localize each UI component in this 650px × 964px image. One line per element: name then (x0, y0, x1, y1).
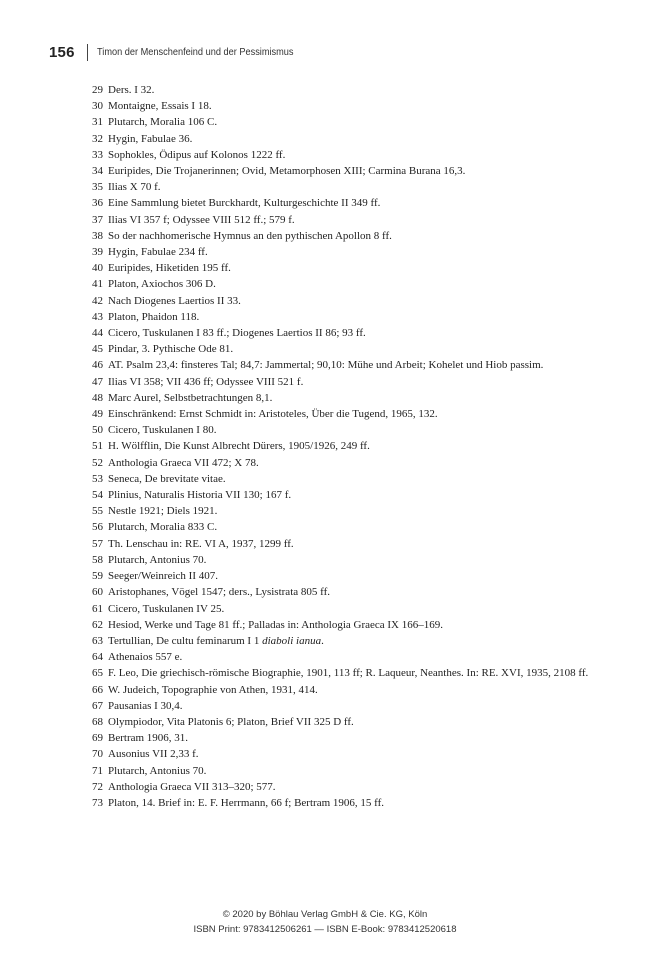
endnote-text-main: Olympiodor, Vita Platonis 6; Platon, Brief VII 325 D ff. (108, 715, 354, 728)
endnote-number: 44 (92, 327, 103, 340)
endnote-number: 37 (92, 213, 103, 226)
endnote-number: 55 (92, 505, 103, 518)
endnote-item (92, 228, 592, 244)
endnote-text-main: W. Judeich, Topographie von Athen, 1931, 414. (108, 683, 318, 696)
endnote-text-main: Hygin, Fabulae 36. (108, 132, 193, 145)
endnote-text (108, 390, 592, 406)
endnote-item (92, 536, 592, 552)
running-header (49, 42, 310, 62)
endnote-text-main: Platon, Axiochos 306 D. (108, 278, 216, 291)
endnote-text-main: Pausanias I 30,4. (108, 699, 183, 712)
endnote-text-main: Aristophanes, Vögel 1547; ders., Lysistrata 805 ff. (108, 586, 331, 599)
endnote-text (108, 179, 592, 195)
endnote-item (92, 730, 592, 746)
endnote-text-main: Ilias VI 358; VII 436 ff; Odyssee VIII 521 f. (108, 375, 304, 388)
endnote-number: 60 (92, 586, 103, 599)
endnote-number: 30 (92, 100, 103, 113)
endnote-item (92, 633, 592, 649)
endnote-text-main: Ausonius VII 2,33 f. (108, 748, 199, 761)
endnote-number: 41 (92, 278, 103, 291)
endnote-text-main: AT. Psalm 23,4: finsteres Tal; 84,7: Jammertal; 90,10: Mühe und Arbeit; Kohelet und Hiob passim. (108, 359, 544, 372)
endnote-text (108, 406, 592, 422)
isbn-line: ISBN Print: 9783412506261 — ISBN E-Book: 9783412520618 (193, 924, 457, 935)
endnote-text-main: Hygin, Fabulae 234 ff. (108, 246, 208, 259)
endnote-item (92, 471, 592, 487)
endnote-number: 73 (92, 796, 103, 809)
endnote-text-main: Euripides, Hiketiden 195 ff. (108, 262, 231, 275)
endnote-number: 67 (92, 699, 103, 712)
endnote-number: 33 (92, 148, 103, 161)
endnote-item (92, 584, 592, 600)
endnote-text (108, 244, 592, 260)
endnote-number: 49 (92, 408, 103, 421)
endnote-text-main: Tertullian, De cultu feminarum I 1 (108, 634, 263, 647)
running-title: Timon der Menschenfeind und der Pessimismus (96, 46, 294, 58)
endnote-item (92, 763, 592, 779)
endnote-number: 32 (92, 132, 103, 145)
endnote-number: 34 (92, 165, 103, 178)
endnote-text (108, 763, 592, 779)
endnote-item (92, 665, 592, 681)
endnote-text-main: Athenaios 557 e. (108, 651, 183, 664)
endnote-number: 52 (92, 456, 103, 469)
endnote-item (92, 503, 592, 519)
endnote-item (92, 114, 592, 130)
endnote-number: 58 (92, 553, 103, 566)
footer (0, 907, 650, 937)
endnote-number: 51 (92, 440, 103, 453)
endnote-item (92, 195, 592, 211)
endnote-text-main: Plutarch, Antonius 70. (108, 553, 207, 566)
endnote-text (108, 568, 592, 584)
endnote-text-main: Montaigne, Essais I 18. (108, 100, 212, 113)
endnote-text-main: Euripides, Die Trojanerinnen; Ovid, Metamorphosen XIII; Carmina Burana 16,3. (108, 165, 466, 178)
endnote-item (92, 682, 592, 698)
endnote-item (92, 357, 592, 373)
endnote-text-main: Platon, Phaidon 118. (108, 310, 200, 323)
endnote-text-main: Bertram 1906, 31. (108, 732, 189, 745)
endnote-text-main: Eine Sammlung bietet Burckhardt, Kulturgeschichte II 349 ff. (108, 197, 381, 210)
endnote-number: 46 (92, 359, 103, 372)
endnote-text (108, 309, 592, 325)
endnote-item (92, 244, 592, 260)
endnote-item (92, 147, 592, 163)
endnote-item (92, 601, 592, 617)
endnote-item (92, 276, 592, 292)
endnote-item (92, 390, 592, 406)
endnote-number: 31 (92, 116, 103, 129)
endnote-text (108, 131, 592, 147)
endnote-item (92, 406, 592, 422)
endnote-number: 61 (92, 602, 103, 615)
endnote-item (92, 293, 592, 309)
endnote-text-main: Ders. I 32. (108, 84, 155, 96)
endnote-item (92, 455, 592, 471)
endnotes-list (92, 82, 592, 811)
endnote-text (108, 98, 592, 114)
endnote-text (108, 649, 592, 665)
endnote-number: 71 (92, 764, 103, 777)
endnote-number: 35 (92, 181, 103, 194)
page-number: 156 (49, 43, 75, 61)
endnote-item (92, 438, 592, 454)
endnote-text-main: Plutarch, Moralia 106 C. (108, 116, 218, 129)
endnote-item (92, 746, 592, 762)
endnote-text-main: Seneca, De brevitate vitae. (108, 472, 226, 485)
endnote-text-italic: diaboli ianua (262, 634, 322, 647)
endnote-number: 56 (92, 521, 103, 534)
endnote-item (92, 698, 592, 714)
endnote-text (108, 471, 592, 487)
endnote-number: 66 (92, 683, 103, 696)
endnote-text (108, 487, 592, 503)
endnote-text (108, 617, 592, 633)
copyright-line: © 2020 by Böhlau Verlag GmbH & Cie. KG, Köln (222, 909, 428, 920)
endnote-text (108, 536, 592, 552)
endnote-text (108, 276, 592, 292)
endnote-text-main: Marc Aurel, Selbstbetrachtungen 8,1. (108, 391, 273, 404)
endnote-text (108, 633, 592, 649)
endnote-number: 72 (92, 780, 103, 793)
endnote-text-main: Ilias VI 357 f; Odyssee VIII 512 ff.; 579 f. (108, 213, 295, 226)
endnote-text (108, 552, 592, 568)
endnote-item (92, 325, 592, 341)
endnote-text (108, 665, 592, 681)
endnote-number: 63 (92, 634, 103, 647)
endnote-text (108, 519, 592, 535)
endnote-number: 59 (92, 570, 103, 583)
endnote-text (108, 714, 592, 730)
endnote-text (108, 746, 592, 762)
endnote-item (92, 98, 592, 114)
endnote-number: 45 (92, 343, 103, 356)
endnote-number: 48 (92, 391, 103, 404)
endnote-item (92, 714, 592, 730)
endnote-text-main: So der nachhomerische Hymnus an den pythischen Apollon 8 ff. (108, 229, 392, 242)
endnote-text (108, 228, 592, 244)
endnote-text-main: Cicero, Tuskulanen I 83 ff.; Diogenes Laertios II 86; 93 ff. (108, 327, 366, 340)
endnote-item (92, 422, 592, 438)
endnote-text (108, 325, 592, 341)
endnote-text (108, 195, 592, 211)
endnote-text (108, 682, 592, 698)
endnote-item (92, 82, 592, 98)
endnote-number: 42 (92, 294, 103, 307)
endnote-text-main: Plutarch, Antonius 70. (108, 764, 207, 777)
endnote-text (108, 114, 592, 130)
endnote-text (108, 698, 592, 714)
endnote-text-main: Hesiod, Werke und Tage 81 ff.; Palladas in: Anthologia Graeca IX 166–169. (108, 618, 443, 631)
endnote-text-main: Cicero, Tuskulanen IV 25. (108, 602, 225, 615)
endnote-item (92, 163, 592, 179)
endnote-text-main: Plutarch, Moralia 833 C. (108, 521, 218, 534)
endnote-text (108, 82, 592, 98)
endnote-item (92, 617, 592, 633)
endnote-item (92, 487, 592, 503)
endnote-text-main: H. Wölfflin, Die Kunst Albrecht Dürers, 1905/1926, 249 ff. (108, 440, 370, 453)
endnote-item (92, 795, 592, 811)
endnote-text (108, 455, 592, 471)
endnote-text (108, 260, 592, 276)
endnote-text (108, 147, 592, 163)
endnote-number: 69 (92, 732, 103, 745)
endnote-number: 70 (92, 748, 103, 761)
endnote-text (108, 730, 592, 746)
endnote-number: 39 (92, 246, 103, 259)
endnote-number: 38 (92, 229, 103, 242)
endnote-text-main: Anthologia Graeca VII 313–320; 577. (108, 780, 276, 793)
endnote-item (92, 309, 592, 325)
endnote-item (92, 179, 592, 195)
endnote-text-after: . (321, 634, 324, 647)
endnote-text-main: Seeger/Weinreich II 407. (108, 570, 218, 583)
endnote-number: 50 (92, 424, 103, 437)
endnote-number: 54 (92, 489, 103, 502)
endnote-text (108, 779, 592, 795)
endnote-text (108, 438, 592, 454)
endnote-text-main: Platon, 14. Brief in: E. F. Herrmann, 66 f; Bertram 1906, 15 ff. (108, 796, 385, 809)
endnote-item (92, 374, 592, 390)
endnote-text (108, 293, 592, 309)
endnote-number: 62 (92, 618, 103, 631)
endnote-text-main: Pindar, 3. Pythische Ode 81. (108, 343, 234, 356)
endnote-text-main: Th. Lenschau in: RE. VI A, 1937, 1299 ff. (108, 537, 294, 550)
endnote-item (92, 779, 592, 795)
endnote-text-main: Cicero, Tuskulanen I 80. (108, 424, 217, 437)
endnote-number: 64 (92, 651, 103, 664)
endnote-number: 53 (92, 472, 103, 485)
endnote-text (108, 584, 592, 600)
endnote-number: 68 (92, 715, 103, 728)
endnote-number: 29 (92, 84, 103, 96)
endnote-text (108, 374, 592, 390)
endnote-text-main: Ilias X 70 f. (108, 181, 161, 194)
endnote-number: 43 (92, 310, 103, 323)
endnote-text-main: Sophokles, Ödipus auf Kolonos 1222 ff. (108, 148, 286, 161)
endnote-text (108, 422, 592, 438)
endnote-text (108, 795, 592, 811)
endnote-item (92, 552, 592, 568)
endnote-item (92, 260, 592, 276)
endnote-text-main: F. Leo, Die griechisch-römische Biographie, 1901, 113 ff; R. Laqueur, Neanthes. In: RE. XVI, 1935, 2108 ff. (108, 667, 589, 680)
endnote-text (108, 212, 592, 228)
endnote-item (92, 131, 592, 147)
endnote-number: 40 (92, 262, 103, 275)
endnote-number: 57 (92, 537, 103, 550)
endnote-text (108, 163, 592, 179)
endnote-text (108, 601, 592, 617)
endnote-text (108, 341, 592, 357)
endnote-text (108, 503, 592, 519)
endnote-text (108, 357, 592, 373)
endnote-number: 47 (92, 375, 103, 388)
endnote-text-main: Nach Diogenes Laertios II 33. (108, 294, 241, 307)
endnote-item (92, 568, 592, 584)
endnote-item (92, 649, 592, 665)
endnote-item (92, 341, 592, 357)
endnote-text-main: Anthologia Graeca VII 472; X 78. (108, 456, 259, 469)
endnote-text-main: Plinius, Naturalis Historia VII 130; 167 f. (108, 489, 292, 502)
endnote-item (92, 212, 592, 228)
endnote-number: 65 (92, 667, 103, 680)
header-divider (87, 44, 88, 61)
endnote-number: 36 (92, 197, 103, 210)
endnote-text-main: Nestle 1921; Diels 1921. (108, 505, 218, 518)
endnote-item (92, 519, 592, 535)
endnote-text-main: Einschränkend: Ernst Schmidt in: Aristoteles, Über die Tugend, 1965, 132. (108, 408, 438, 421)
